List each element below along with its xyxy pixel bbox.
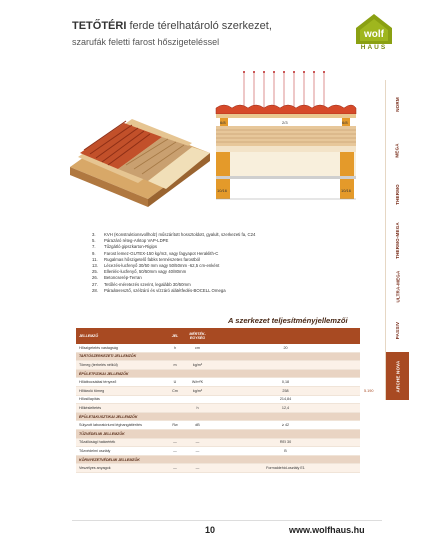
table-cell: — — [173, 440, 177, 445]
tab-thermo-mega[interactable] — [385, 216, 409, 264]
legend-number: 11. — [92, 256, 98, 262]
legend-number: 28. — [92, 287, 98, 293]
legend-item — [92, 288, 352, 294]
page-title: TETŐTÉRI ferde térelhatároló szerkezet, — [72, 20, 272, 32]
table-section-header — [76, 430, 360, 439]
section-title: TARTÓSZERKEZETI JELLEMZŐK — [79, 354, 137, 359]
table-cell: Hőkésleltetés — [79, 405, 102, 410]
table-row — [76, 387, 360, 396]
section-title: ÉPÜLETFIZIKAI JELLEMZŐK — [79, 371, 129, 376]
table-cell: — — [173, 448, 177, 453]
section-title: KÖRNYEZETVÉDELMI JELLEMZŐK — [79, 457, 140, 462]
table-cell: Veszélyes anyagok — [79, 466, 111, 471]
table-cell: kg/m² — [192, 362, 203, 367]
table-section-header — [76, 456, 360, 465]
logo-wordmark: HAUS — [360, 44, 388, 51]
table-cell: U — [173, 380, 177, 385]
legend-text: Rugalmas hőszigetelő fabks természetes farostból — [104, 256, 201, 262]
table-cell: m — [173, 362, 177, 367]
table-row — [76, 396, 360, 405]
table-section-header — [76, 353, 360, 362]
roof-section-drawing — [210, 68, 360, 208]
tab-label: PASSIV — [395, 321, 400, 339]
table-cell: h — [173, 345, 177, 350]
table-cell: Rw — [172, 423, 178, 428]
legend-number: 26. — [92, 275, 98, 281]
table-cell: Tűzvédelmi osztály — [79, 448, 111, 453]
section-title: TŰZVÉDELMI JELLEMZŐK — [79, 431, 125, 436]
table-cell: Formaldehid-osztály E1 — [266, 466, 305, 471]
tab-mega[interactable] — [385, 128, 409, 172]
tab-label: NORM — [395, 96, 400, 112]
roof-cutaway-image — [60, 95, 220, 210]
legend-text: Tetőléc-méretezés szerint, legalább 30/50mm — [104, 281, 191, 287]
table-cell: 0,18 — [281, 380, 290, 385]
legend-text: KVH (Konstruktionsvollholz) műszárított hossztoldott, gyalult, szerkezeti fa, C24 — [104, 232, 256, 237]
svg-text:10/16: 10/16 — [341, 188, 352, 193]
table-row — [76, 344, 360, 353]
tab-label: THERMO-MEGA — [395, 221, 401, 259]
header-unit: MÉRTÉK-EGYSÉG — [189, 332, 206, 340]
legend-text: Ellenléc-lucfenyő, 50/50mm vagy 40/80mm — [104, 269, 187, 275]
legend-number: 7. — [92, 244, 96, 250]
svg-text:2/3: 2/3 — [282, 120, 288, 125]
legend-text: Farost lemez-GUTEX-150 kg/m3, vagy fagyapot Heraklith-C — [104, 250, 219, 256]
table-section-header — [76, 413, 360, 422]
table-cell: REI 30 — [279, 440, 292, 445]
side-code: 5.190 — [364, 389, 374, 393]
page-subtitle: szarufák feletti farost hőszigeteléssel — [72, 37, 220, 47]
table-cell: ≥ 42 — [281, 423, 290, 428]
table-cell: Cm — [172, 388, 178, 393]
legend-number: 25. — [92, 269, 98, 275]
tab-label: ULTRA-MEGA — [395, 270, 401, 302]
legend-text: Páraáteresztő, szélzáró és vízzáró alátétfedés-BOCELL Omega — [104, 287, 226, 293]
table-row — [76, 421, 360, 430]
tab-label: THERMO — [394, 183, 400, 205]
tab-norm[interactable] — [385, 80, 409, 128]
svg-text:6/8: 6/8 — [342, 120, 348, 125]
legend-number: 27. — [92, 281, 98, 287]
table-cell: kg/m² — [192, 388, 203, 393]
website-link[interactable]: www.wolfhaus.hu — [289, 525, 365, 535]
table-section-header — [76, 370, 360, 379]
svg-text:6/8: 6/8 — [220, 120, 226, 125]
table-row — [76, 447, 360, 456]
table-cell: Hőátbocsátási tényező — [79, 380, 117, 385]
table-cell: 258 — [282, 388, 289, 393]
table-row — [76, 404, 360, 413]
table-cell: — — [195, 466, 200, 471]
section-title: ÉPÜLETAKUSZTIKAI JELLEMZŐK — [79, 414, 138, 419]
table-cell: dB — [195, 423, 200, 428]
legend-number: 5. — [92, 238, 96, 244]
tab-arche-nova[interactable] — [385, 352, 409, 400]
page-number: 10 — [205, 525, 216, 535]
table-cell: W/m²K — [191, 380, 204, 385]
layer-legend — [92, 232, 352, 294]
table-row — [76, 439, 360, 448]
table-cell: Tömeg (terhelés nélkül) — [79, 362, 118, 367]
tab-ultra-mega[interactable] — [385, 264, 409, 308]
table-header-row — [76, 328, 360, 344]
table-cell: Tűzállósági határérték — [79, 440, 116, 445]
legend-text: Lécezés-lucfenyő 30/50 mm vagy 50/50mm -62,5 cm-enként — [104, 263, 220, 269]
table-row — [76, 464, 360, 473]
legend-text: Párazáró réteg-Arktop VAP-LDPE — [104, 238, 169, 244]
table-cell: Súlyzott laboratóriumi léghangáttérítés — [79, 423, 142, 428]
legend-number: 9. — [92, 250, 96, 256]
table-cell: Hőtároló tömeg — [79, 388, 105, 393]
legend-text: Betoncserép-Terran — [104, 275, 142, 281]
table-title: A szerkezet teljesítményjellemzői — [228, 316, 348, 325]
performance-table — [76, 328, 360, 473]
svg-text:10/16: 10/16 — [217, 188, 228, 193]
table-cell: cm — [195, 345, 200, 350]
table-cell: B — [284, 448, 287, 453]
table-cell: Hőszigetelés vastagság — [79, 345, 118, 350]
table-row — [76, 378, 360, 387]
header-characteristic: JELLEMZŐ — [79, 334, 99, 338]
table-cell: 12,4 — [281, 405, 290, 410]
category-tabs — [385, 80, 409, 400]
table-row — [76, 361, 360, 370]
header-symbol: JEL — [171, 334, 179, 338]
table-cell: h — [196, 405, 199, 410]
table-cell: — — [173, 466, 177, 471]
svg-text:wolf: wolf — [364, 29, 384, 40]
table-cell: 20 — [283, 345, 288, 350]
tab-label: MEGA — [395, 142, 400, 158]
table-cell: — — [195, 448, 200, 453]
legend-number: 13. — [92, 263, 98, 269]
footer-divider — [72, 520, 382, 521]
tab-passiv[interactable] — [385, 308, 409, 352]
tab-label: ARCHE NOVA — [395, 360, 401, 392]
table-cell: 214,84 — [279, 397, 292, 402]
tab-thermo[interactable] — [385, 172, 409, 216]
legend-number: 3. — [92, 232, 96, 237]
table-cell: — — [195, 440, 200, 445]
table-cell: Hőcsillapítás — [79, 397, 100, 402]
legend-text: Tűzgátló gipszkarton-Rigips — [104, 244, 158, 250]
